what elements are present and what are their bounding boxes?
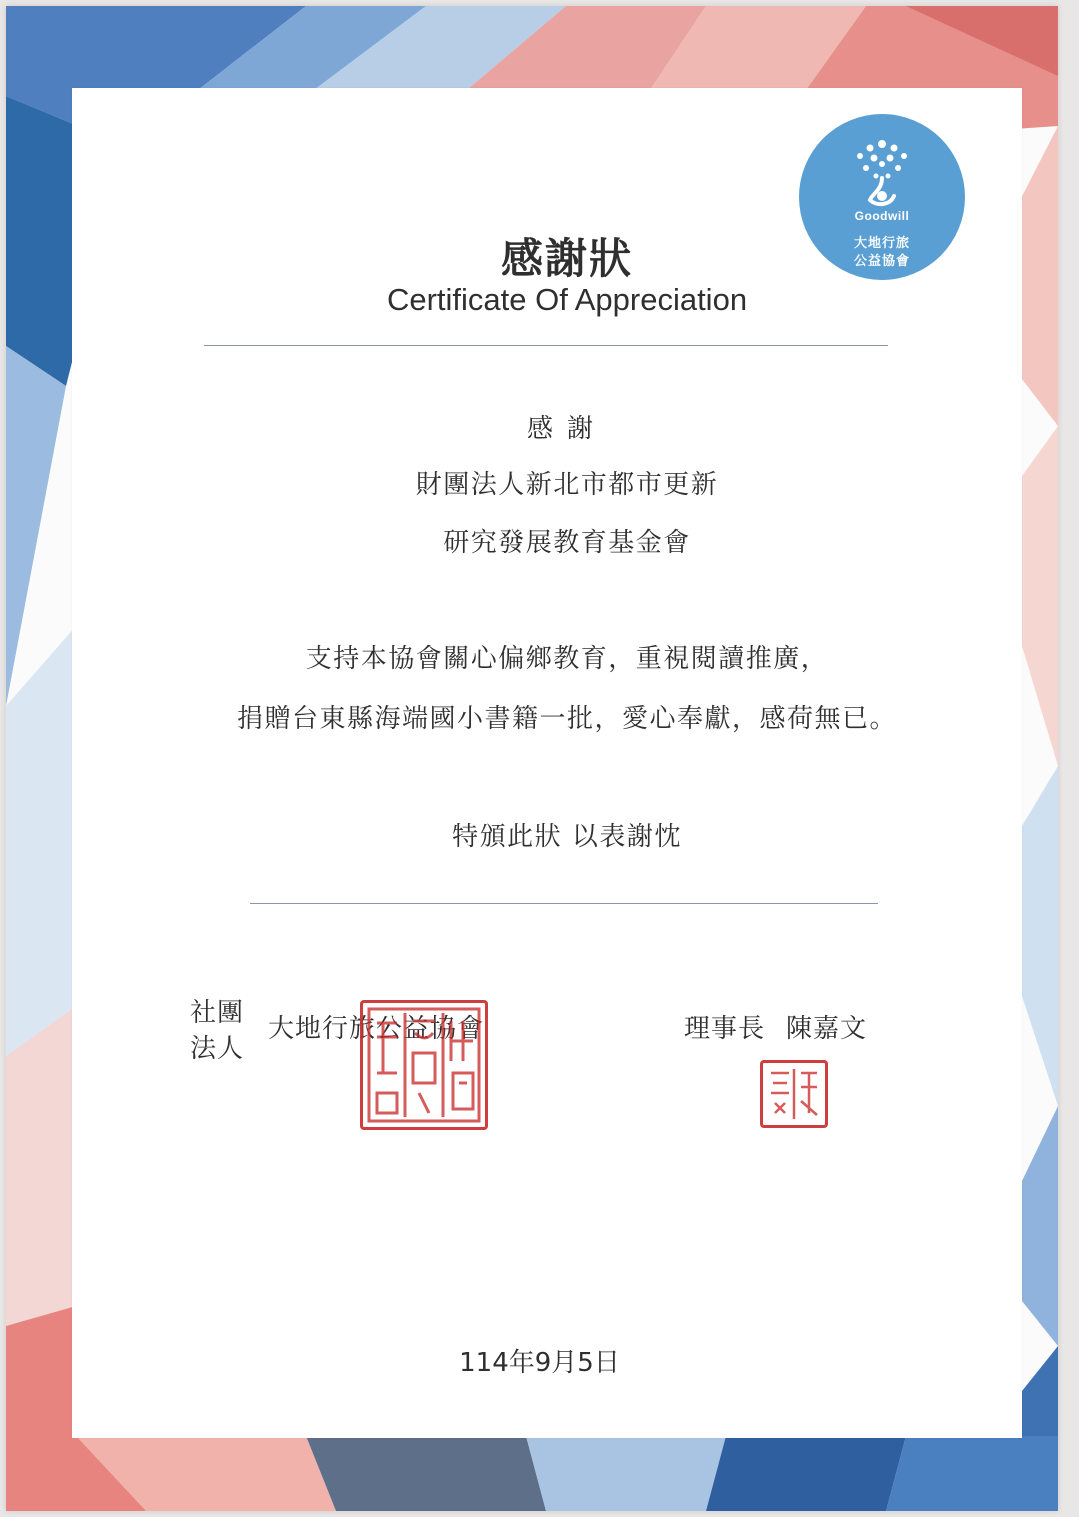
recipient-line-2: 研究發展教育基金會 [443,528,691,558]
certificate-title-en: Certificate Of Appreciation [386,282,748,317]
reason-line-1: 支持本協會關心偏鄉教育，重視閱讀推廣， [305,644,829,674]
chair-title: 理事長 [684,1014,766,1044]
seal-mark [363,1003,485,1127]
org-name: 大地行旅公益協會 [268,1014,485,1044]
divider-bottom [250,903,878,904]
chair-name: 陳嘉文 [786,1014,868,1044]
logo-name-zh-line1: 大地行旅 [853,236,910,251]
issue-date: 114年9月5日 [459,1348,620,1378]
logo-name-en: Goodwill [854,209,910,223]
thanks-text: 感謝 [526,414,607,444]
organization-seal [360,1000,488,1130]
reason-line-2: 捐贈台東縣海端國小書籍一批，愛心奉獻，感荷無已。 [236,704,897,734]
chair-seal-mark [763,1063,825,1125]
chair-seal [760,1060,828,1128]
certificate-title-zh: 感謝狀 [500,234,633,283]
org-type-line-2: 法人 [190,1034,245,1064]
org-type-line-1: 社團 [190,998,245,1028]
closing-text: 特頒此狀 以表謝忱 [452,822,682,852]
logo-name-zh-line2: 公益協會 [853,254,910,269]
divider-top [204,345,888,346]
tree-icon [842,134,922,214]
recipient-line-1: 財團法人新北市都市更新 [415,470,719,500]
